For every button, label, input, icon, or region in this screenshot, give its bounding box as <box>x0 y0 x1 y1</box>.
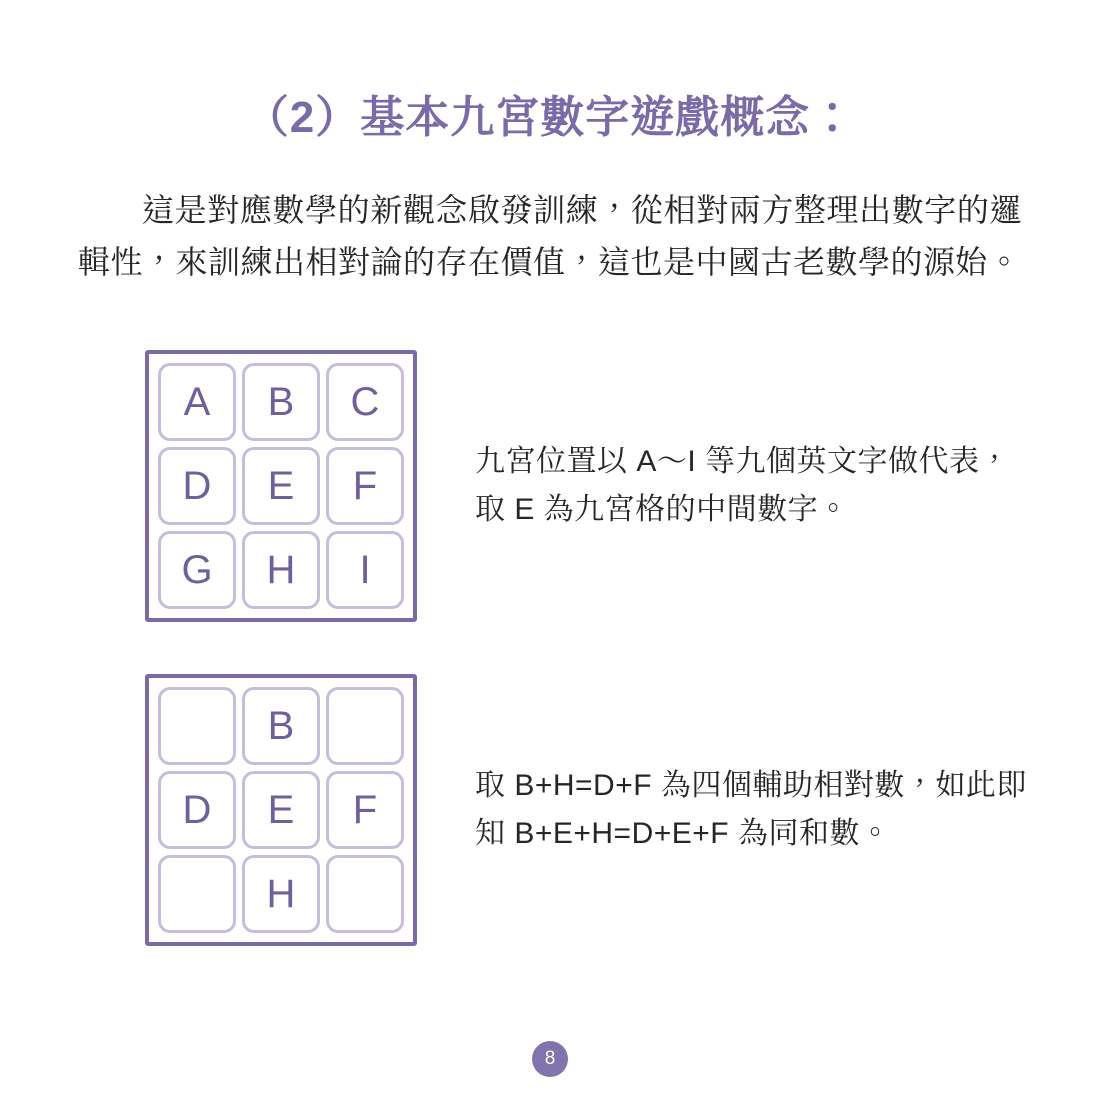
grid-cell <box>326 855 404 933</box>
nine-grid-2 <box>145 674 417 946</box>
figure-block-1 <box>145 350 1030 622</box>
grid-cell: D <box>158 447 236 525</box>
intro-paragraph: 這是對應數學的新觀念啟發訓練，從相對兩方整理出數字的邏輯性，來訓練出相對論的存在價值，這也是中國古老數學的源始。 <box>78 191 1022 280</box>
grid-cell: F <box>326 771 404 849</box>
figure-block-2 <box>145 674 1030 946</box>
nine-grid-1 <box>145 350 417 622</box>
grid-cell: E <box>242 447 320 525</box>
grid-cell: C <box>326 363 404 441</box>
grid-cell <box>158 687 236 765</box>
grid-cell: G <box>158 531 236 609</box>
grid-cell: H <box>242 855 320 933</box>
figure-caption-1: 九宮位置以 A～I 等九個英文字做代表，取 E 為九宮格的中間數字。 <box>475 444 1011 527</box>
grid-cell: F <box>326 447 404 525</box>
page-number-badge: 8 <box>532 1041 568 1077</box>
grid-cell: D <box>158 771 236 849</box>
grid-cell: H <box>242 531 320 609</box>
grid-cell: B <box>242 687 320 765</box>
page-number <box>0 1041 1100 1077</box>
figure-caption-2: 取 B+H=D+F 為四個輔助相對數，如此即知 B+E+H=D+E+F 為同和數。 <box>475 768 1027 851</box>
grid-cell: E <box>242 771 320 849</box>
grid-cell <box>158 855 236 933</box>
grid-cell: I <box>326 531 404 609</box>
grid-cell: A <box>158 363 236 441</box>
grid-cell: B <box>242 363 320 441</box>
page-title: （2）基本九宮數字遊戲概念： <box>244 93 856 142</box>
grid-cell <box>326 687 404 765</box>
